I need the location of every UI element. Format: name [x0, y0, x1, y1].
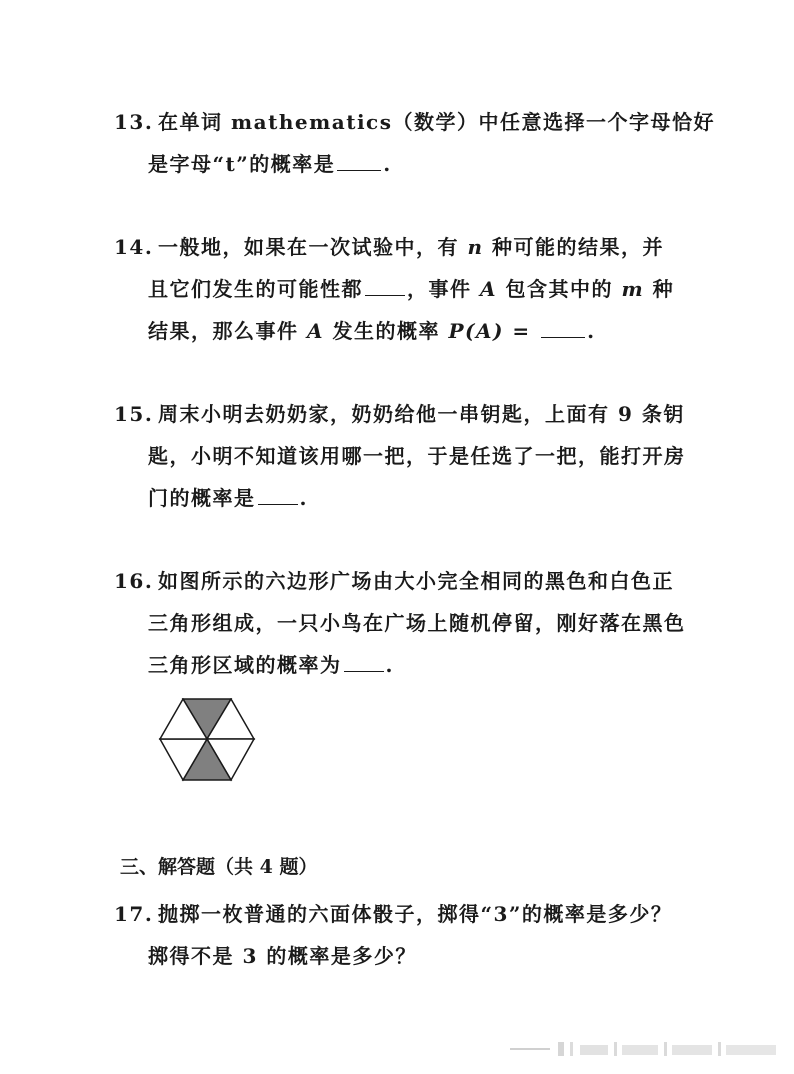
- q17-line1: [114, 898, 672, 927]
- q14-blank-2[interactable]: [541, 319, 585, 338]
- q14-var-A: A: [479, 277, 497, 301]
- q17-line2: [148, 940, 417, 969]
- q16-period: .: [385, 653, 394, 677]
- q14-text-2b: ，事件: [407, 277, 472, 301]
- q14-text-2d: 种: [652, 277, 675, 301]
- q15-line3: [148, 482, 308, 511]
- q14-text-2a: 且它们发生的可能性都: [148, 277, 363, 301]
- q14-prob-expression: P(A) =: [448, 319, 531, 343]
- q15-text-1: 周末小明去奶奶家，奶奶给他一串钥匙，上面有 9 条钥: [158, 402, 685, 426]
- q13-answer-blank[interactable]: [337, 152, 381, 171]
- q14-period: .: [587, 319, 596, 343]
- q15-text-2: 匙，小明不知道该用哪一把，于是任选了一把，能打开房: [148, 444, 686, 468]
- q17-text-2: 掷得不是 3 的概率是多少？: [148, 944, 417, 968]
- q14-text-1b: 种可能的结果，并: [491, 235, 664, 259]
- q13-text-1: 在单词 mathematics（数学）中任意选择一个字母恰好: [158, 110, 715, 134]
- q14-text-3b: 发生的概率: [332, 319, 440, 343]
- q14-var-A-2: A: [306, 319, 324, 343]
- q14-text-3a: 结果，那么事件: [148, 319, 299, 343]
- q14-text-1a: 一般地，如果在一次试验中，有: [158, 235, 459, 259]
- q16-number: 16.: [114, 569, 154, 593]
- q13-number: 13.: [114, 110, 154, 134]
- q14-line2: [148, 273, 674, 302]
- q16-answer-blank[interactable]: [344, 653, 384, 672]
- q14-number: 14.: [114, 235, 154, 259]
- q15-line1: [114, 398, 685, 427]
- q15-line2: [148, 440, 686, 469]
- q14-line1: [114, 231, 664, 260]
- q14-text-2c: 包含其中的: [505, 277, 613, 301]
- q15-text-3a: 门的概率是: [148, 486, 256, 510]
- q15-answer-blank[interactable]: [258, 486, 298, 505]
- q14-var-n: n: [467, 235, 484, 259]
- q15-period: .: [299, 486, 308, 510]
- q16-text-3a: 三角形区域的概率为: [148, 653, 342, 677]
- q16-line1: [114, 565, 674, 594]
- q16-line2: [148, 607, 686, 636]
- q13-period: .: [383, 152, 392, 176]
- q17-text-1: 抛掷一枚普通的六面体骰子，掷得“3”的概率是多少？: [158, 902, 673, 926]
- q14-blank-1[interactable]: [365, 277, 405, 296]
- q14-line3: [148, 315, 596, 344]
- q16-text-1: 如图所示的六边形广场由大小完全相同的黑色和白色正: [158, 569, 674, 593]
- q15-number: 15.: [114, 402, 154, 426]
- q17-number: 17.: [114, 902, 154, 926]
- q16-text-2: 三角形组成，一只小鸟在广场上随机停留，刚好落在黑色: [148, 611, 686, 635]
- watermark-strip: [510, 1040, 782, 1060]
- q13-line2: [148, 148, 392, 177]
- section-title: 三、解答题（共 4 题）: [120, 856, 318, 878]
- q14-var-m: m: [621, 277, 645, 301]
- q13-text-2: 是字母“t”的概率是: [148, 152, 336, 176]
- hexagon-figure: [158, 698, 256, 784]
- q13-line1: [114, 106, 715, 135]
- q16-line3: [148, 649, 394, 678]
